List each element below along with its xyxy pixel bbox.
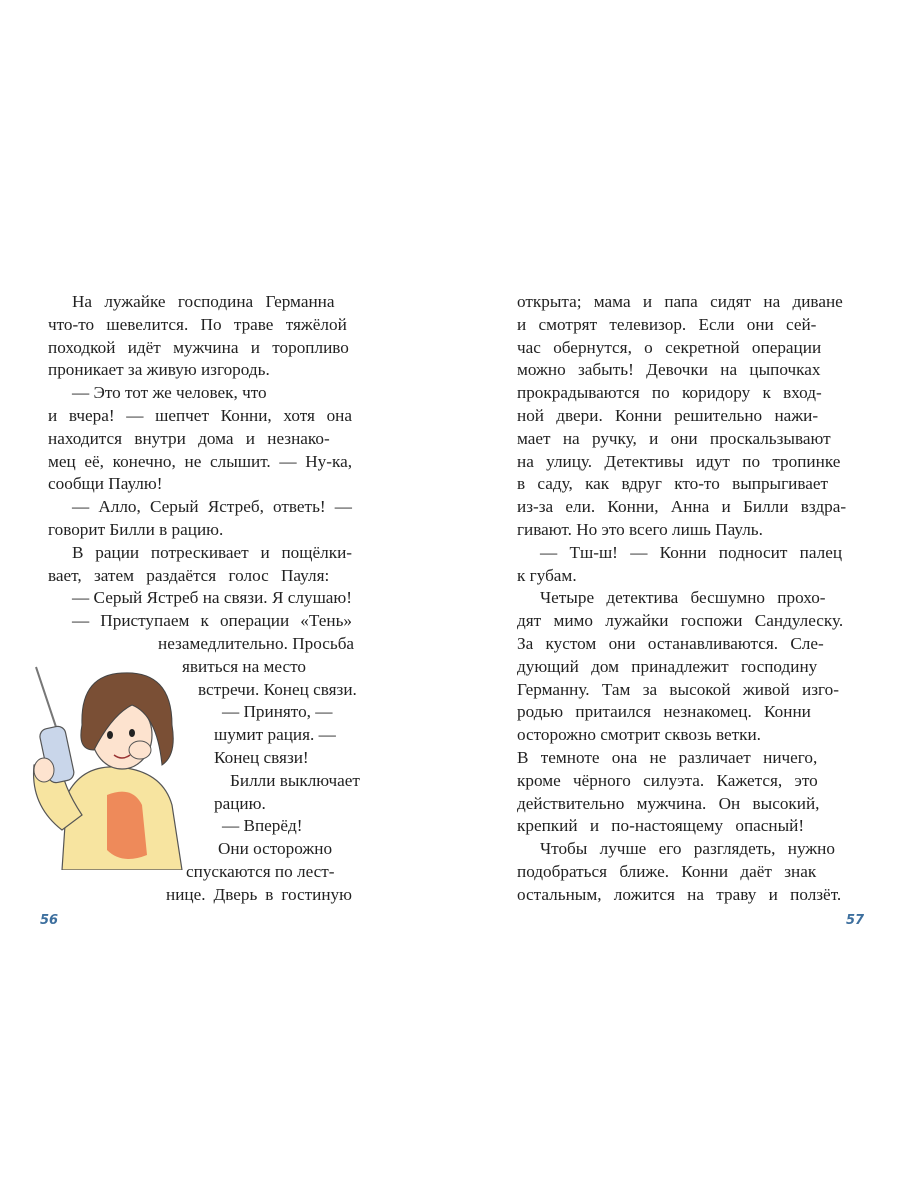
text-line: Чтобы лучше его разглядеть, нужно [540,839,835,859]
text-line: походкой идёт мужчина и торопливо [48,337,349,357]
text-line: кроме чёрного силуэта. Кажется, это [517,770,818,790]
page-number: 56 [40,913,59,928]
text-line: вает, затем раздаётся голос Пауля: [48,565,330,585]
text-line: Конец связи! [214,748,309,767]
text-line: встречи. Конец связи. [198,679,357,699]
text-line: — Серый Ястреб на связи. Я слушаю! [72,588,352,608]
text-line: — Принято, — [222,702,333,722]
text-line: — Это тот же человек, что [72,383,267,403]
text-line: остальным, ложится на траву и ползёт. [517,884,842,904]
text-line: из-за ели. Конни, Анна и Билли вздра- [517,497,847,517]
text-line: и смотрят телевизор. Если они сей- [517,314,817,334]
text-line: ной двери. Конни решительно нажи- [517,406,819,425]
text-line: — Алло, Серый Ястреб, ответь! — [72,497,352,517]
text-line: что-то шевелится. По траве тяжёлой [48,314,347,334]
text-line: родью притаился незнакомец. Конни [517,702,811,722]
text-line: можно забыть! Девочки на цыпочках [517,360,821,380]
text-line: действительно мужчина. Он высокий, [517,793,820,813]
text-line: спускаются по лест- [186,862,335,881]
text-line: и вчера! — шепчет Конни, хотя она [48,406,352,425]
text-line: На лужайке господина Германна [72,292,335,311]
text-line: В рации потрескивает и пощёлки- [72,542,352,562]
text-line: — Вперёд! [222,816,303,836]
antenna-icon [36,667,57,730]
text-line: говорит Билли в рацию. [48,520,224,539]
text-line: шумит рация. — [214,725,336,745]
text-line: рацию. [214,793,266,813]
text-line: осторожно смотрит сквозь ветки. [517,725,761,745]
text-line: — Приступаем к операции «Тень» [72,611,352,631]
text-line: крепкий и по-настоящему опасный! [517,816,805,836]
text-line: сообщи Паулю! [48,474,163,494]
text-line: За кустом они останавливаются. Сле- [517,634,824,653]
text-line: незамедлительно. Просьба [158,634,355,653]
text-line: находится внутри дома и незнако- [48,428,330,448]
text-line: Германну. Там за высокой живой изго- [517,679,839,699]
text-line: гивают. Но это всего лишь Пауль. [517,520,763,539]
text-line: Четыре детектива бесшумно прохо- [540,588,826,608]
text-line: нице. Дверь в гостиную [166,884,352,904]
text-line: открыта; мама и папа сидят на диване [517,292,843,311]
text-line: дят мимо лужайки госпожи Сандулеску. [517,611,844,631]
page-number: 57 [846,913,865,928]
text-line: Они осторожно [218,839,333,859]
text-line: час обернутся, о секретной операции [517,337,822,357]
right-page [450,0,900,1200]
text-line: явиться на место [182,656,306,676]
text-line: к губам. [517,565,577,585]
text-line: подобраться ближе. Конни даёт знак [517,862,817,881]
text-line: прокрадываются по коридору к вход- [517,383,822,403]
text-line: Билли выключает [230,770,360,790]
text-line: — Тш-ш! — Конни подносит палец [540,542,843,562]
text-line: проникает за живую изгородь. [48,360,270,380]
text-line: дующий дом принадлежит господину [517,656,818,676]
girl-with-walkie-talkie-illustration [22,655,192,870]
text-line: В темноте она не различает ничего, [517,748,818,767]
text-line: в саду, как вдруг кто-то выпрыгивает [517,474,829,494]
text-line: мает на ручку, и они проскальзывают [517,428,831,448]
text-line: мец её, конечно, не слышит. — Ну-ка, [48,451,352,471]
text-line: на улицу. Детективы идут по тропинке [517,451,841,471]
